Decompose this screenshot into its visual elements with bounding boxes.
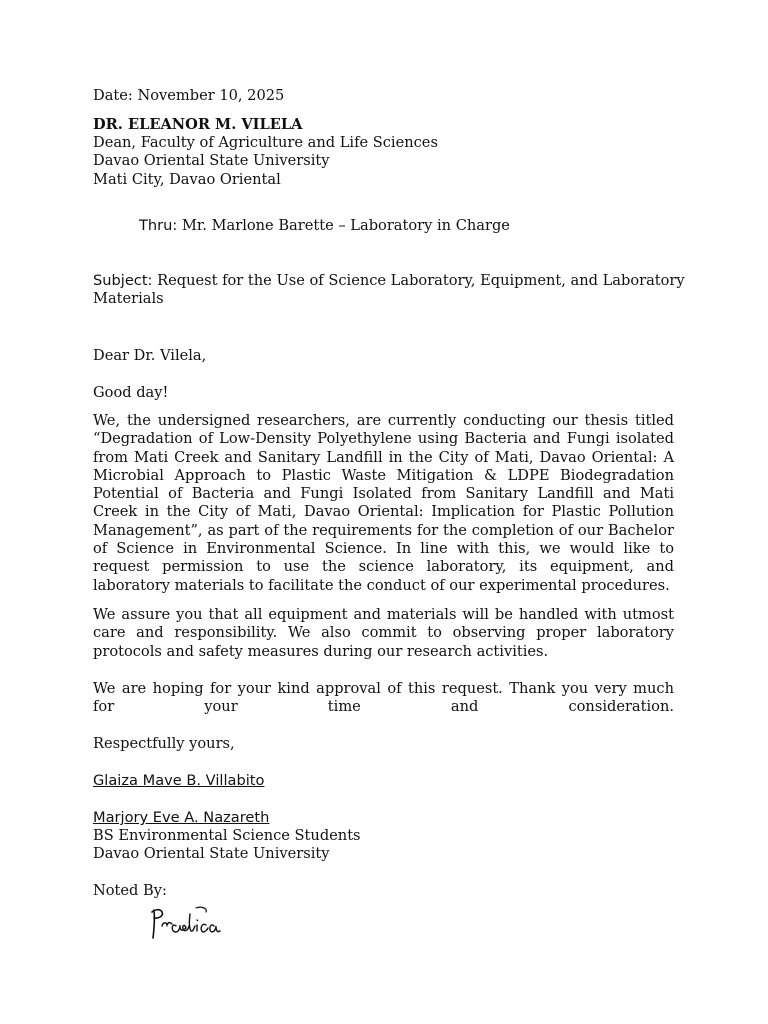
date-line: Date: November 10, 2025 (93, 87, 285, 104)
thru-label: Thru: (139, 217, 178, 234)
signatory-name-1: Glaiza Mave B. Villabito (93, 772, 265, 789)
signatory-role: BS Environmental Science Students (93, 827, 361, 844)
signatory-name-2: Marjory Eve A. Nazareth (93, 809, 270, 826)
salutation: Dear Dr. Vilela, (93, 347, 207, 364)
closing: Respectfully yours, (93, 735, 235, 752)
body-paragraph-2: We assure you that all equipment and materials will be handled with utmost care and responsibility. We also commit to observing proper laboratory protocols and safety measures during our research activities. (93, 606, 674, 660)
recipient-title: Dean, Faculty of Agriculture and Life Sciences (93, 134, 438, 151)
body-paragraph-3: We are hoping for your kind approval of this request. Thank you very much for your time and consideration. (93, 680, 674, 716)
subject-continuation: Materials (93, 290, 164, 307)
thru-text: Mr. Marlone Barette – Laboratory in Charge (177, 217, 510, 234)
noted-by-label: Noted By: (93, 882, 167, 899)
signatory-institution: Davao Oriental State University (93, 845, 330, 862)
subject-line (93, 272, 685, 290)
signature-image (148, 904, 222, 944)
recipient-name: DR. ELEANOR M. VILELA (93, 116, 303, 133)
recipient-institution: Davao Oriental State University (93, 152, 330, 169)
thru-line (139, 217, 510, 235)
recipient-address: Mati City, Davao Oriental (93, 171, 281, 188)
greeting: Good day! (93, 384, 169, 401)
subject-text: Request for the Use of Science Laboratory, Equipment, and Laboratory (152, 272, 685, 289)
subject-label: Subject: (93, 272, 153, 289)
body-paragraph-1: We, the undersigned researchers, are currently conducting our thesis titled “Degradation of Low-Density Polyethylene using Bacteria and Fungi isolated from Mati Creek and Sanitary Landfill in the City of Mati, Davao Oriental: A Microbial Approach to Plastic Waste Mitigation & LDPE Biodegradation Potential of Bacteria and Fungi Isolated from Sanitary Landfill and Mati Creek in the City of Mati, Davao Oriental: Implication for Plastic Pollution Management”, as part of the requirements for the completion of our Bachelor of Science in Environmental Science. In line with this, we would like to request permission to use the science laboratory, its equipment, and laboratory materials to facilitate the conduct of our experimental procedures. (93, 412, 674, 594)
